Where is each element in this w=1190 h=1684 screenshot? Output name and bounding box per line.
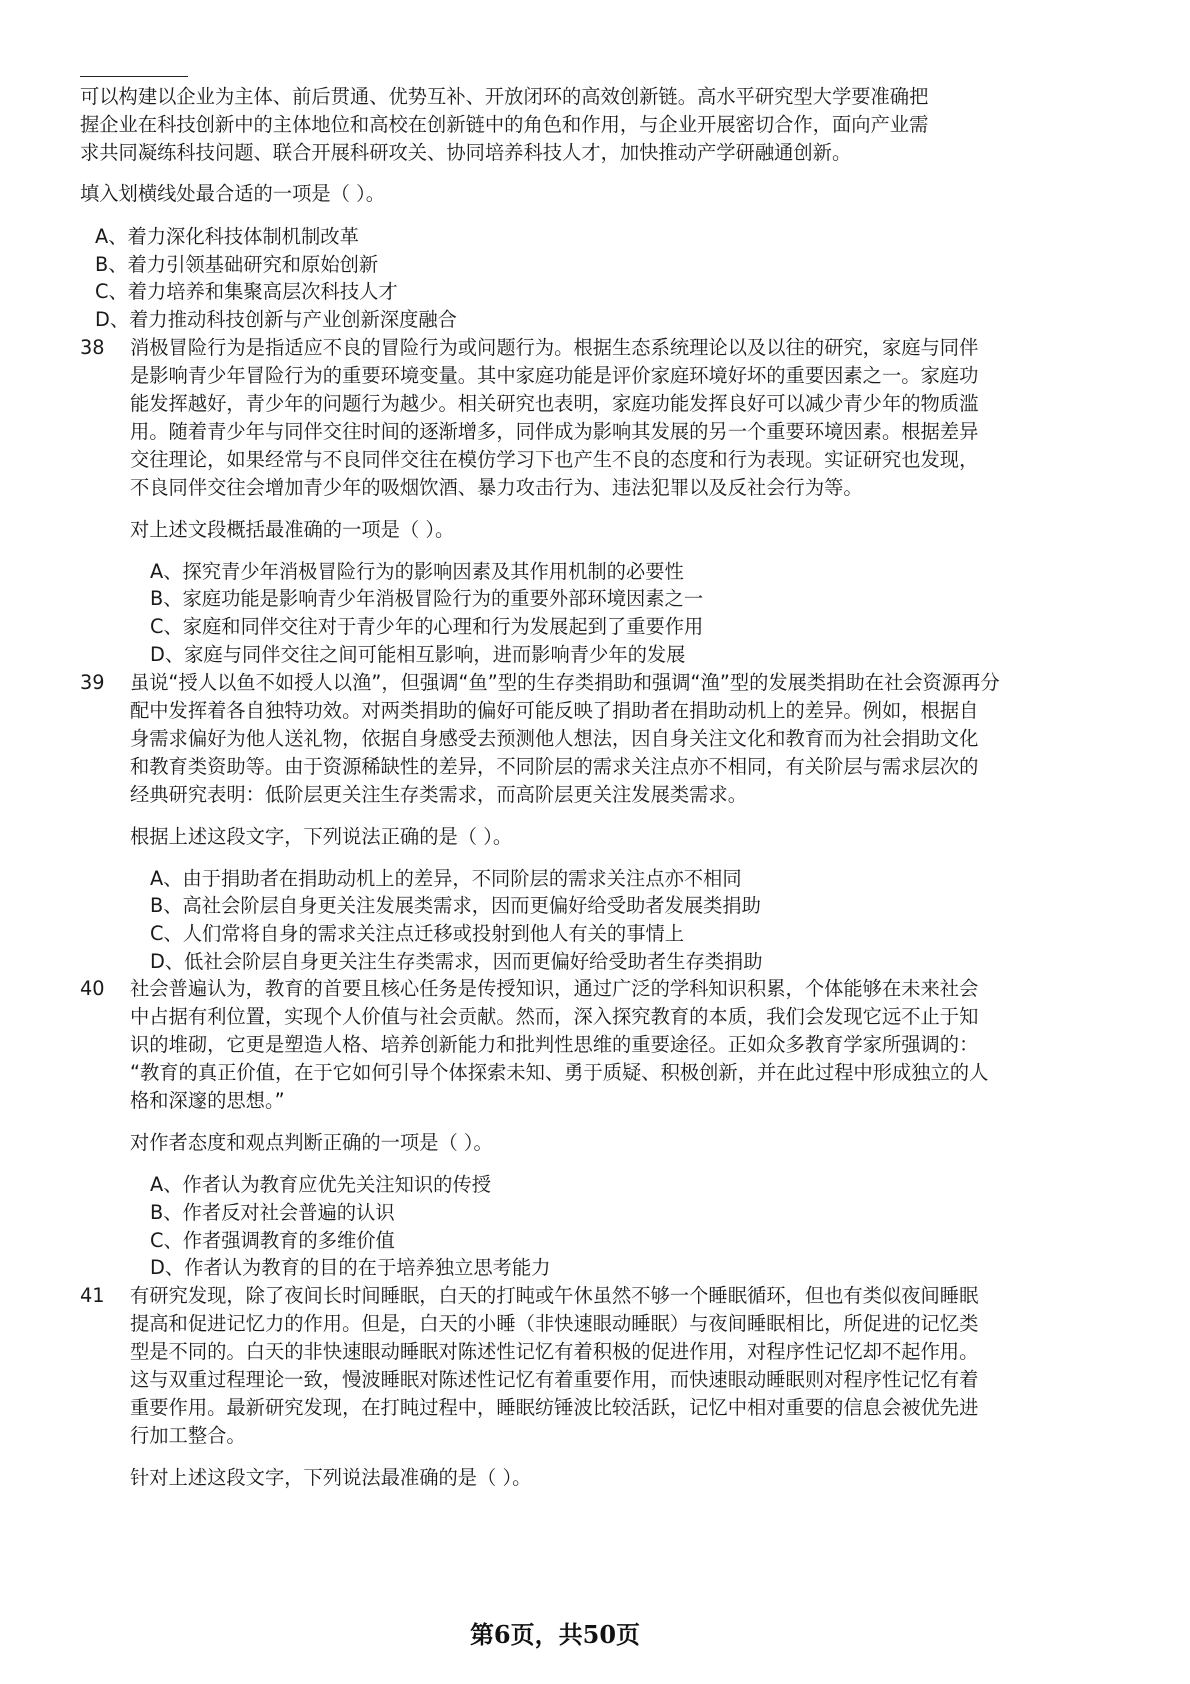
question-prompt: 对上述文段概括最准确的一项是（ ）。: [130, 517, 455, 541]
option-b: B、家庭功能是影响青少年消极冒险行为的重要外部环境因素之一: [150, 587, 704, 611]
question-40: [0, 975, 1190, 1282]
passage-line: 格和深邃的思想。”: [130, 1089, 285, 1113]
option-d: D、着力推动科技创新与产业创新深度融合: [95, 308, 457, 332]
option-a: A、着力深化科技体制机制改革: [95, 225, 359, 248]
question-number: 39: [80, 670, 105, 694]
question-prompt: 针对上述这段文字，下列说法最准确的是（ ）。: [130, 1466, 532, 1489]
option-c: C、作者强调教育的多维价值: [150, 1228, 395, 1252]
passage-line: 有研究发现，除了夜间长时间睡眠，白天的打盹或午休虽然不够一个睡眠循环，但也有类似夜间睡眠: [130, 1284, 979, 1307]
passage-line: “教育的真正价值，在于它如何引导个体探索未知、勇于质疑、积极创新，并在此过程中形成独立的人: [130, 1061, 989, 1085]
passage-line: 不良同伴交往会增加青少年的吸烟饮酒、暴力攻击行为、违法犯罪以及反社会行为等。: [130, 475, 863, 499]
question-41: [0, 1282, 1190, 1492]
option-d: D、家庭与同伴交往之间可能相互影响，进而影响青少年的发展: [150, 642, 686, 666]
fill-in-blank-underline: [80, 76, 188, 77]
passage-line: 可以构建以企业为主体、前后贯通、优势互补、开放闭环的高效创新链。高水平研究型大学要准确把: [80, 85, 929, 108]
passage: [130, 334, 1190, 502]
passage-line: 用。随着青少年与同伴交往时间的逐渐增多，同伴成为影响其发展的另一个重要环境因素。根据差异: [130, 419, 979, 443]
option-list: [150, 558, 1190, 669]
option-a: A、由于捐助者在捐助动机上的差异，不同阶层的需求关注点亦不相同: [150, 866, 742, 890]
option-a: A、探究青少年消极冒险行为的影响因素及其作用机制的必要性: [150, 559, 684, 583]
passage-line: 交往理论，如果经常与不良同伴交往在模仿学习下也产生不良的态度和行为表现。实证研究也发现，: [130, 447, 979, 471]
passage-line: 虽说“授人以鱼不如授人以渔”，但强调“鱼”型的生存类捐助和强调“渔”型的发展类捐助在社会资源再分: [130, 670, 1000, 694]
passage-line: 和教育类资助等。由于资源稀缺性的差异，不同阶层的需求关注点亦不相同，有关阶层与需求层次的: [130, 754, 979, 778]
passage-line: 能发挥越好，青少年的问题行为越少。相关研究也表明，家庭功能发挥良好可以减少青少年的物质滥: [130, 391, 979, 415]
question-number: 40: [80, 977, 105, 1001]
option-a: A、作者认为教育应优先关注知识的传授: [150, 1173, 491, 1197]
option-d: D、低社会阶层自身更关注生存类需求，因而更偏好给受助者生存类捐助: [150, 949, 763, 973]
question-prompt: 根据上述这段文字，下列说法正确的是（ ）。: [130, 824, 513, 848]
passage-line: 型是不同的。白天的非快速眼动睡眠对陈述性记忆有着积极的促进作用，对程序性记忆却不起作用。: [130, 1340, 979, 1363]
passage: [80, 83, 1190, 167]
passage-line: 配中发挥着各自独特功效。对两类捐助的偏好可能反映了捐助者在捐助动机上的差异。例如，根据自: [130, 698, 979, 722]
passage-line: 这与双重过程理论一致，慢波睡眠对陈述性记忆有着重要作用，而快速眼动睡眠则对程序性记忆有着: [130, 1368, 979, 1391]
option-c: C、人们常将自身的需求关注点迁移或投射到他人有关的事情上: [150, 921, 685, 945]
question-prompt: 对作者态度和观点判断正确的一项是（ ）。: [130, 1131, 493, 1155]
question-38: [0, 334, 1190, 669]
page-footer: 第6页，共50页: [469, 1620, 641, 1649]
passage-line: 社会普遍认为，教育的首要且核心任务是传授知识，通过广泛的学科知识积累，个体能够在未来社会: [130, 977, 979, 1001]
option-d: D、作者认为教育的目的在于培养独立思考能力: [150, 1256, 551, 1280]
option-list: [150, 865, 1190, 976]
passage-line: 身需求偏好为他人送礼物，依据自身感受去预测他人想法，因自身关注文化和教育而为社会捐助文化: [130, 726, 979, 750]
question-number: 38: [80, 335, 105, 359]
question-prompt: 填入划横线处最合适的一项是（ ）。: [80, 182, 385, 205]
option-list: [150, 1171, 1190, 1282]
passage: [130, 975, 1190, 1115]
passage-line: 求共同凝练科技问题、联合开展科研攻关、协同培养科技人才，加快推动产学研融通创新。: [80, 141, 852, 164]
passage-line: 经典研究表明：低阶层更关注生存类需求，而高阶层更关注发展类需求。: [130, 782, 747, 806]
passage-line: 中占据有利位置，实现个人价值与社会贡献。然而，深入探究教育的本质，我们会发现它远不止于知: [130, 1005, 979, 1029]
question-39: [0, 669, 1190, 976]
passage-line: 行加工整合。: [130, 1424, 246, 1447]
option-c: C、家庭和同伴交往对于青少年的心理和行为发展起到了重要作用: [150, 615, 704, 639]
exam-page: [0, 83, 1190, 1492]
passage-line: 消极冒险行为是指适应不良的冒险行为或问题行为。根据生态系统理论以及以往的研究，家庭与同伴: [130, 335, 979, 359]
question-number: 41: [80, 1284, 105, 1307]
passage: [130, 1282, 1190, 1450]
passage-line: 提高和促进记忆力的作用。但是，白天的小睡（非快速眼动睡眠）与夜间睡眠相比，所促进的记忆类: [130, 1312, 979, 1335]
option-c: C、着力培养和集聚高层次科技人才: [95, 280, 398, 304]
option-list: [95, 223, 1190, 334]
passage-line: 重要作用。最新研究发现，在打盹过程中，睡眠纺锤波比较活跃，记忆中相对重要的信息会被优先进: [130, 1396, 979, 1419]
passage-line: 是影响青少年冒险行为的重要环境变量。其中家庭功能是评价家庭环境好坏的重要因素之一。家庭功: [130, 363, 979, 387]
option-b: B、作者反对社会普遍的认识: [150, 1200, 395, 1224]
passage-line: 握企业在科技创新中的主体地位和高校在创新链中的角色和作用，与企业开展密切合作，面向产业需: [80, 113, 929, 136]
question-continuation: [80, 83, 1190, 334]
passage: [130, 669, 1190, 809]
option-b: B、高社会阶层自身更关注发展类需求，因而更偏好给受助者发展类捐助: [150, 894, 761, 918]
option-b: B、着力引领基础研究和原始创新: [95, 252, 379, 276]
passage-line: 识的堆砌，它更是塑造人格、培养创新能力和批判性思维的重要途径。正如众多教育学家所强调的：: [130, 1033, 979, 1057]
